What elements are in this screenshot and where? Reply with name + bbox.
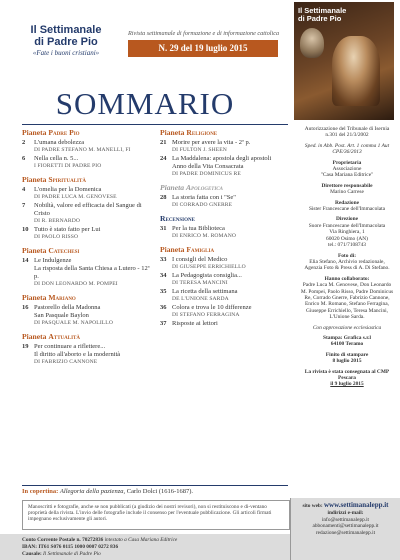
article-author: DI DON LEONARDO M. POMPEI (34, 281, 118, 287)
article-title: Morire per avere la vita - 2ª p. (172, 139, 251, 146)
section-catechesi (22, 246, 150, 288)
cover-caption (22, 488, 292, 495)
title-divider (22, 124, 288, 125)
delivery-date: il 9 luglio 2015 (330, 381, 364, 388)
cover-painting-figure (332, 36, 380, 106)
email-link[interactable]: abbonamenti@settimanalepp.it (312, 523, 379, 530)
director-info (300, 183, 394, 196)
page-number: 10 (22, 226, 29, 233)
publication-info-column (300, 126, 394, 392)
article-author: DI STEFANO FERRAGINA (172, 312, 240, 318)
article-author: DI R. BERNARDO (34, 218, 80, 224)
submission-notice: Manoscritti e fotografie, anche se non pubblicati (a giudizio dei nostri revisori), non si restituiscono e di-ventano proprietà della rivista. L'invio delle fotografie include il consenso per l'eventuale pubblicazione. Gli articoli firmati impegnano esclusivamente gli autori. (22, 500, 290, 530)
email-link[interactable]: info@settimanalepp.it (321, 516, 370, 523)
article-author: DI FABRIZIO CANNONE (34, 359, 98, 365)
tagline: Rivista settimanale di formazione e di informazione cattolica (128, 30, 280, 37)
section-heading: Pianeta Apologetica (160, 183, 223, 192)
article-author: DE L'UNIONE SARDA (172, 296, 229, 302)
article-author: DI PADRE STEFANO M. MANELLI, FI (34, 147, 131, 153)
article-author: DI ENRICO M. ROMANO (172, 233, 237, 239)
website-label: sito web: (302, 503, 323, 509)
article-title: Per la tua Biblioteca (172, 225, 225, 232)
printer-info (300, 335, 394, 348)
page-number: 31 (160, 225, 167, 232)
page-title: SOMMARIO (55, 86, 235, 121)
section-heading: Pianeta Religione (160, 128, 218, 137)
page-number: 19 (22, 343, 29, 350)
editorial-label: Redazione (335, 199, 359, 206)
section-famiglia (160, 245, 290, 328)
section-spiritualita (22, 175, 150, 241)
contents-entry (22, 202, 150, 225)
editorial-info (300, 200, 394, 213)
contents-entry (160, 194, 290, 209)
section-heading: Pianeta Famiglia (160, 245, 215, 254)
management-line: Via Ringhiera, 1 (329, 229, 365, 236)
contents-entry (160, 139, 290, 154)
caption-divider (22, 485, 288, 486)
logo-title-line2: di Padre Pio (34, 36, 98, 48)
contents-entry (160, 288, 290, 303)
page-number: 33 (160, 256, 167, 263)
article-title: La Pedagogista consiglia... (172, 272, 242, 279)
editorial-name: Sister Francescane dell'Immacolata (308, 206, 386, 213)
printer-label: Stampa: Grafica s.r.l (322, 334, 371, 341)
contents-left-column (22, 128, 150, 371)
photo-credit-text: Elia Stefano, Archivio redazionale, Agenzia Foto & Press di A. Di Stefano. (304, 258, 390, 272)
contents-entry (160, 304, 290, 319)
contents-entry (22, 304, 150, 327)
article-title: Pastorello della Madonna (34, 304, 101, 311)
email-link[interactable]: redazione@settimanalepp.it (315, 530, 376, 537)
article-title: Colora e trova le 10 differenze (172, 304, 252, 311)
ecclesiastical-approval: Con approvazione ecclesiastica (312, 324, 382, 331)
page-number: 2 (22, 139, 26, 146)
article-title: L'umana debolezza (34, 139, 85, 146)
article-title: Risposte ai lettori (172, 320, 218, 327)
article-title: L'omelia per la Domenica (34, 186, 102, 193)
management-line: 60020 Osimo (AN) (326, 235, 368, 242)
print-date-info (300, 352, 394, 365)
magazine-logo (18, 24, 114, 57)
page-number: 24 (160, 155, 167, 162)
contents-entry (160, 155, 290, 178)
printed-label: Finito di stampare (325, 351, 369, 358)
logo-title-line1: Il Settimanale (30, 24, 102, 36)
logo-motto: «Fate i buoni cristiani» (32, 49, 100, 57)
contributors-info (300, 276, 394, 321)
payment-footer (0, 534, 290, 560)
cover-thumbnail (294, 2, 394, 120)
cover-title-line1: Il Settimanale (298, 6, 347, 15)
article-title: La storia fatta con i "Se" (172, 194, 236, 201)
contents-entry (160, 320, 290, 328)
caption-credit: , Carlo Dolci (1616-1687). (123, 488, 193, 495)
contacts-box (290, 498, 400, 560)
postal-info: Sped. in Abb. Post. Art. 1 comma 1 Aut CPE/36/2013 (304, 142, 390, 156)
section-heading: Pianeta Padre Pio (22, 128, 80, 137)
article-author: DI PAOLO RISSO (34, 234, 79, 240)
article-author: DI PASQUALE M. NAPOLILLO (34, 320, 113, 326)
article-title: Nobiltà, valore ed efficacia del Sangue di Cristo (34, 202, 142, 217)
contents-right-column (160, 128, 290, 333)
page-number: 4 (22, 186, 26, 193)
page-number: 6 (22, 155, 26, 162)
delivery-label: La rivista è stata consegnata al CMP Pescara (304, 368, 390, 381)
article-title: Per continuare a riflettere... (34, 343, 106, 350)
article-title: La Maddalena: apostola degli apostoli (172, 155, 272, 162)
article-author: I FIORETTI DI PADRE PIO (34, 163, 102, 169)
article-author: DI PADRE LUCA M. GENOVESE (34, 194, 117, 200)
article-title: Le Indulgenze (34, 257, 72, 264)
article-subtitle: San Pasquale Baylon (34, 312, 89, 319)
management-label: Direzione (335, 216, 359, 223)
contents-entry (22, 257, 150, 288)
website-link[interactable]: www.settimanalepp.it (323, 501, 389, 509)
contributors-label: Hanno collaborato: (324, 275, 370, 282)
website-row (295, 502, 396, 510)
article-author: DI TERESA MANCINI (172, 280, 228, 286)
article-subtitle: Anno della Vita Consacrata (172, 163, 244, 170)
contents-entry (22, 139, 150, 154)
cover-title (298, 7, 346, 23)
iban: IBAN: IT61 S076 0115 1000 0007 0272 836 (22, 543, 119, 550)
contents-entry (22, 186, 150, 201)
section-heading: Pianeta Mariano (22, 293, 76, 302)
registration-info: Autorizzazione del Tribunale di Isernia n.301 del 21/3/2002 (304, 126, 390, 139)
contents-entry (160, 272, 290, 287)
contents-entry (22, 226, 150, 241)
printer-city: 64100 Teramo (330, 341, 364, 348)
page-number: 35 (160, 288, 167, 295)
contributors-list: Padre Luca M. Genovese, Don Leonardo M. Pompei, Paolo Risso, Padre Dominicus Re, Corrado Gnerre, Fabrizio Cannone, Enrico M. Romano, Stefano Ferragina, Giuseppe Errichiello, Teresa Mancini, L'Unione Sarda. (300, 282, 394, 321)
section-heading: Pianeta Spiritualità (22, 175, 86, 184)
article-author: DI CORRADO GNERRE (172, 202, 233, 208)
caption-label: In copertina: (22, 488, 59, 495)
page-number: 7 (22, 202, 26, 209)
article-title: I consigli del Medico (172, 256, 228, 263)
page-number: 28 (160, 194, 167, 201)
cover-title-line2: di Padre Pio (298, 14, 342, 23)
article-title: La ricetta della settimana (172, 288, 238, 295)
page-number: 16 (22, 304, 29, 311)
director-name: Marino Carrese (330, 189, 364, 196)
contents-entry (160, 256, 290, 271)
page-number: 14 (22, 257, 29, 264)
photo-credits (300, 253, 394, 272)
owner-line: Associazione (332, 166, 362, 173)
article-author: DI GIUSEPPE ERRICHIELLO (172, 264, 246, 270)
page-number: 36 (160, 304, 167, 311)
postal-account: Conto Corrente Postale n. 70272836 intestato a Casa Mariana Editrice (22, 537, 178, 543)
owner-line: "Casa Mariana Editrice" (320, 172, 374, 179)
section-recensione (160, 214, 290, 240)
section-attualita (22, 332, 150, 366)
owner-info (300, 160, 394, 179)
contents-entry (160, 225, 290, 240)
contents-entry (22, 155, 150, 170)
padre-pio-portrait (300, 28, 324, 58)
section-padre-pio (22, 128, 150, 170)
page-number: 21 (160, 139, 167, 146)
owner-label: Proprietaria (332, 159, 362, 166)
section-heading: Recensione (160, 214, 195, 223)
article-subtitle: Il diritto all'aborto e la modernità (34, 351, 121, 358)
article-title: Nella cella n. 5... (34, 155, 79, 162)
page-number: 34 (160, 272, 167, 279)
printed-date: 8 luglio 2015 (332, 358, 362, 365)
page-number: 37 (160, 320, 167, 327)
section-apologetica (160, 183, 290, 209)
delivery-info (300, 369, 394, 388)
article-author: DI PADRE DOMINICUS RE (172, 171, 241, 177)
payment-reason: Causale: Il Settimanale di Padre Pio (22, 550, 101, 557)
article-title: Tutto è stato fatto per Lui (34, 226, 101, 233)
article-author: DI FULTON J. SHEEN (172, 147, 227, 153)
issue-number: N. 29 del 19 luglio 2015 (128, 40, 278, 57)
emails-label: indirizzi e-mail: (327, 509, 364, 516)
caption-title: Allegoria della pazienza (59, 488, 124, 495)
article-subtitle: La risposta della Santa Chiesa a Lutero - 12ª p. (34, 265, 150, 280)
management-info (300, 216, 394, 248)
photo-label: Foto di: (337, 252, 357, 259)
contents-entry (22, 343, 150, 366)
section-heading: Pianeta Attualità (22, 332, 80, 341)
section-mariano (22, 293, 150, 327)
section-heading: Pianeta Catechesi (22, 246, 80, 255)
director-label: Direttore responsabile (321, 182, 373, 189)
management-line: Suore Francescane dell'Immacolata (308, 222, 386, 229)
section-religione (160, 128, 290, 178)
management-line: tel.: 071/7108743 (327, 242, 367, 249)
